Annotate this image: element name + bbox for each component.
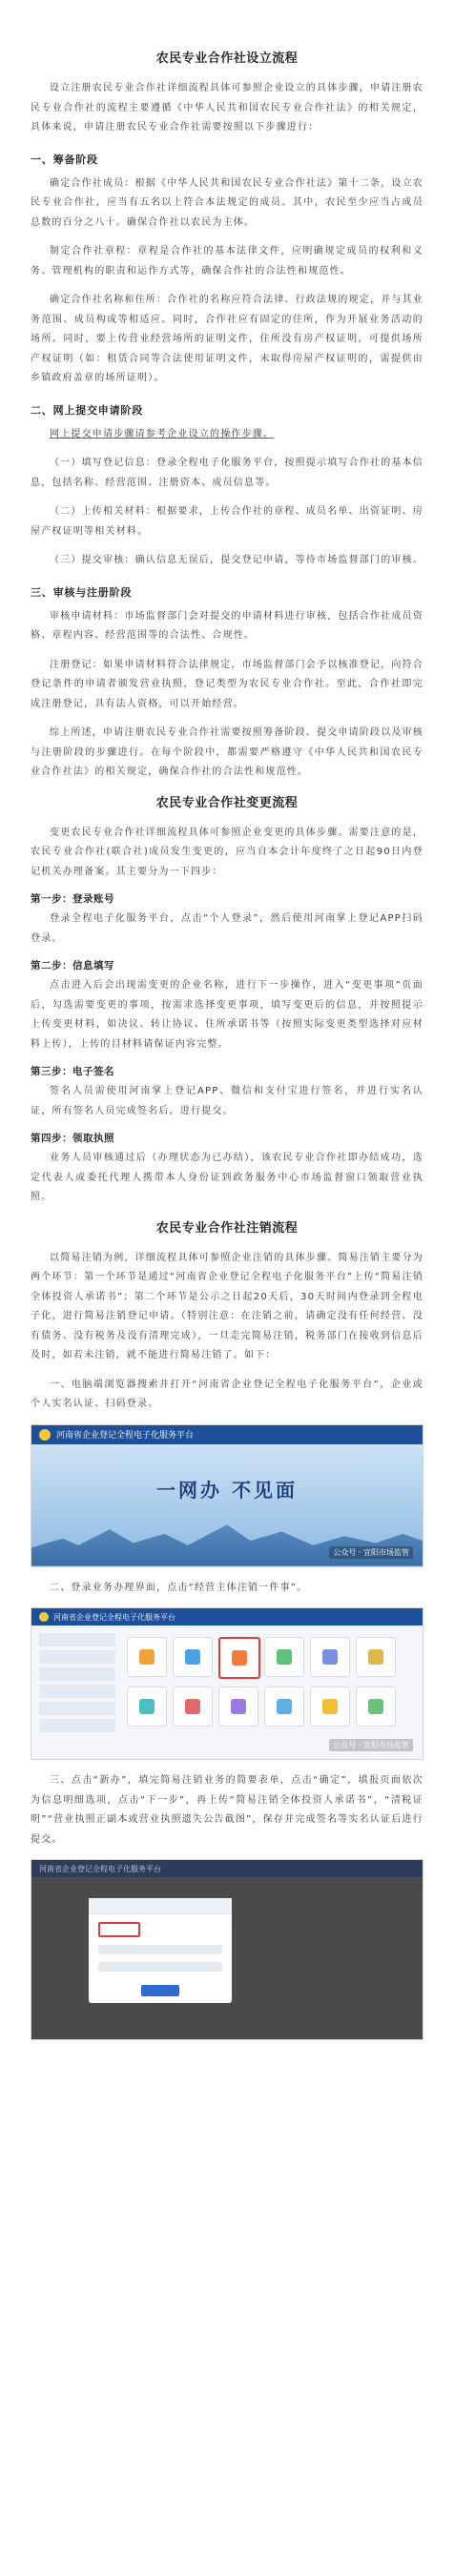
service-icon [368, 1649, 383, 1665]
change-step1-body: 登录全程电子化服务平台，点击“个人登录”，然后使用河南掌上登记APP扫码登录。 [31, 913, 423, 944]
service-icon [277, 1699, 292, 1714]
portal-site-name-3: 河南省企业登记全程电子化服务平台 [39, 1864, 161, 1873]
service-tile [264, 1687, 304, 1727]
caption-screenshot-3: 三、点击“新办”，填完简易注销业务的简要表单，点击“确定”，填报页面依次为信息明细选项，点击“下一步”，再上传“简易注销全体投资人承诺书”，“清税证明”“营业执照正副本或营业执照遗失公告截图”，保存并完成签名等实名认证后进行提交。 [31, 1775, 423, 1845]
service-icon [322, 1699, 338, 1714]
stage3-heading: 三、审核与注册阶段 [31, 585, 133, 599]
caption-screenshot-2: 二、登录业务办理界面，点击“经营主体注销一件事”。 [50, 1582, 308, 1593]
service-tile [173, 1637, 213, 1677]
screenshot-business-menu [31, 1607, 423, 1760]
service-icon [232, 1650, 247, 1666]
stage1-heading: 一、筹备阶段 [31, 153, 98, 166]
portal-header-2 [31, 1608, 423, 1625]
paragraph-stage2-upload: （二）上传相关材料：根据要求，上传合作社的章程、成员名单、出资证明、房屋产权证明等相关材料。 [31, 506, 423, 537]
paragraph-change-intro: 变更农民专业合作社详细流程具体可参照企业变更的具体步骤。需要注意的是，农民专业合作社(联合社)成员发生变更的，应当自本会计年度终了之日起90日内登记机关办理备案。其主要分为一下四步： [31, 827, 423, 877]
sidebar-item [39, 1650, 115, 1664]
screenshot-new-application-dialog [31, 1859, 423, 2040]
dialog-header [89, 1898, 232, 1914]
portal-site-name-2: 河南省企业登记全程电子化服务平台 [53, 1612, 175, 1622]
portal-site-name: 河南省企业登记全程电子化服务平台 [56, 1431, 195, 1441]
caption-screenshot-1: 一、电脑端浏览器搜索并打开“河南省企业登记全程电子化服务平台”，企业或个人实名认证、扫码登录。 [31, 1379, 423, 1409]
service-icon [139, 1649, 155, 1665]
dialog-field [98, 1962, 222, 1972]
change-step2-body: 点击进入后会出现需变更的企业名称，进行下一步操作，进入“变更事项”页面后，勾选需要变更的事项，按需求选择变更事项，填写变更后的信息，并按照提示上传变更材料，如决议、转让协议、住所承诺书等（按照实际变更类型选择对应材料上传），上传的目材料请保证内容完整。 [31, 980, 423, 1050]
paragraph-stage2-note [31, 425, 423, 445]
service-tile [264, 1637, 304, 1677]
city-skyline-image [31, 1521, 423, 1566]
paragraph-stage3-summary: 综上所述，申请注册农民专业合作社需要按照筹备阶段、提交申请阶段以及审核与注册阶段的步骤进行。在每个阶段中，都需要严格遵守《中华人民共和国农民专业合作社法》的相关规定，确保合作社的合法性和规范性。 [31, 727, 423, 777]
paragraph-stage1-charter: 制定合作社章程：章程是合作社的基本法律文件，应明确规定成员的权利和义务、管理机构的职责和运作方式等，确保合作社的合法性和规范性。 [31, 246, 423, 276]
portal-sidebar [39, 1633, 115, 1736]
service-icon [277, 1649, 292, 1665]
sidebar-item [39, 1633, 115, 1646]
screenshot-portal-home [31, 1424, 423, 1567]
emblem-icon-2 [39, 1612, 49, 1622]
paragraph-stage2-submit: （三）提交审核：确认信息无误后，提交登记申请，等待市场监督部门的审核。 [50, 555, 423, 565]
dialog-field [98, 1945, 222, 1954]
section-title-change: 农民专业合作社变更流程 [155, 795, 299, 810]
change-step1-title: 第一步：登录账号 [31, 893, 114, 905]
article [31, 0, 423, 2040]
sidebar-item [39, 1719, 115, 1732]
dialog-confirm-button [141, 1985, 179, 1996]
paragraph-stage1-members: 确定合作社成员：根据《中华人民共和国农民专业合作社法》第十二条，设立农民专业合作社，应当有五名以上符合本法规定的成员。其中，农民至少应当占成员总数的百分之八十。确保合作社以农民为主体。 [31, 177, 423, 228]
portal-header-3 [31, 1860, 423, 1877]
service-tile [310, 1637, 350, 1677]
service-icon [185, 1649, 200, 1665]
change-step4-title: 第四步：领取执照 [31, 1133, 114, 1144]
service-tile-highlighted [218, 1637, 260, 1679]
service-tile [310, 1687, 350, 1727]
service-tile [218, 1687, 258, 1727]
service-icon [231, 1699, 246, 1714]
change-step3-body: 签名人员需使用河南掌上登记APP、微信和支付宝进行签名，并进行实名认证，所有签名人员完成签名后，进行提交。 [31, 1086, 423, 1116]
stage2-note-underline: 网上提交申请步骤请参考企业设立的操作步骤。 [50, 428, 275, 440]
change-step3-title: 第三步：电子签名 [31, 1066, 114, 1077]
change-step2-title: 第二步：信息填写 [31, 960, 114, 971]
watermark-2: 公众号 · 宜阳市场监管 [329, 1739, 413, 1751]
service-tile [127, 1687, 167, 1727]
service-icon [322, 1649, 338, 1665]
portal-slogan: 一网办 不见面 [156, 1478, 298, 1502]
sidebar-item [39, 1667, 115, 1681]
section-title-cancel: 农民专业合作社注销流程 [155, 1220, 299, 1236]
service-tile-grid [127, 1637, 394, 1727]
section-title-establish: 农民专业合作社设立流程 [155, 51, 299, 66]
modal-dialog [89, 1898, 232, 2003]
stage2-heading: 二、网上提交申请阶段 [31, 403, 143, 417]
watermark-1: 公众号 · 宜阳市场监管 [329, 1546, 413, 1559]
paragraph-stage1-name-address: 确定合作社名称和住所：合作社的名称应符合法律、行政法规的规定，并与其业务范围、成员构成等相适应。同时，合作社应有固定的住所，作为开展业务活动的场所。同时，要上传营业经营场所的证明文件，住所没有房产权证明，可提供场所产权证明（如：租赁合同等合法使用证明文件，未取得房屋产权证明的，需提供由乡镇政府盖章的场所证明）。 [31, 295, 423, 383]
service-icon [139, 1699, 155, 1714]
paragraph-stage3-register: 注册登记：如果申请材料符合法律规定，市场监督部门会予以核准登记，向符合登记条件的申请者颁发营业执照，登记类型为农民专业合作社。至此，合作社即完成注册登记，具有法人资格，可以开始经营。 [31, 659, 423, 709]
sidebar-item [39, 1702, 115, 1715]
paragraph-establish-intro: 设立注册农民专业合作社详细流程具体可参照企业设立的具体步骤，申请注册农民专业合作社的流程主要遵循《中华人民共和国农民专业合作社法》的相关规定，具体来说，申请注册农民专业合作社需要按照以下步骤进行： [31, 83, 423, 133]
paragraph-stage2-fill: （一）填写登记信息：登录全程电子化服务平台，按照提示填写合作社的基本信息，包括名称、经营范围、注册资本、成员信息等。 [31, 458, 423, 488]
dialog-highlighted-option [98, 1922, 140, 1937]
service-icon [185, 1699, 200, 1714]
portal-header [31, 1425, 423, 1444]
service-tile [356, 1687, 396, 1727]
service-tile [173, 1687, 213, 1727]
sidebar-item [39, 1685, 115, 1698]
change-step4-body: 业务人员审核通过后（办理状态为已办结），该农民专业合作社即办结成功，选定代表人或委托代理人携带本人身份证到政务服务中心市场监督窗口领取营业执照。 [31, 1153, 423, 1202]
paragraph-stage3-review: 审核申请材料：市场监督部门会对提交的申请材料进行审核，包括合作社成员资格、章程内容、经营范围等的合法性、合规性。 [31, 610, 423, 641]
paragraph-cancel-intro: 以简易注销为例，详细流程具体可参照企业注销的具体步骤。简易注销主要分为两个环节：第一个环节是通过“河南省企业登记全程电子化服务平台”上传“简易注销全体投资人承诺书”；第二个环节是公示之日起20天后，30天时间内登录到全程电子化，进行简易注销登记申请。（特别注意：在注销之前，请确定没有任何经营、没有债务、没有税务及没有清理完成），一旦走完简易注销，税务部门在接收到信息后及时，如若未注销，就不能进行简易注销了。如下： [31, 1252, 423, 1360]
service-tile [356, 1637, 396, 1677]
service-tile [127, 1637, 167, 1677]
service-icon [368, 1699, 383, 1714]
emblem-icon [39, 1429, 51, 1441]
